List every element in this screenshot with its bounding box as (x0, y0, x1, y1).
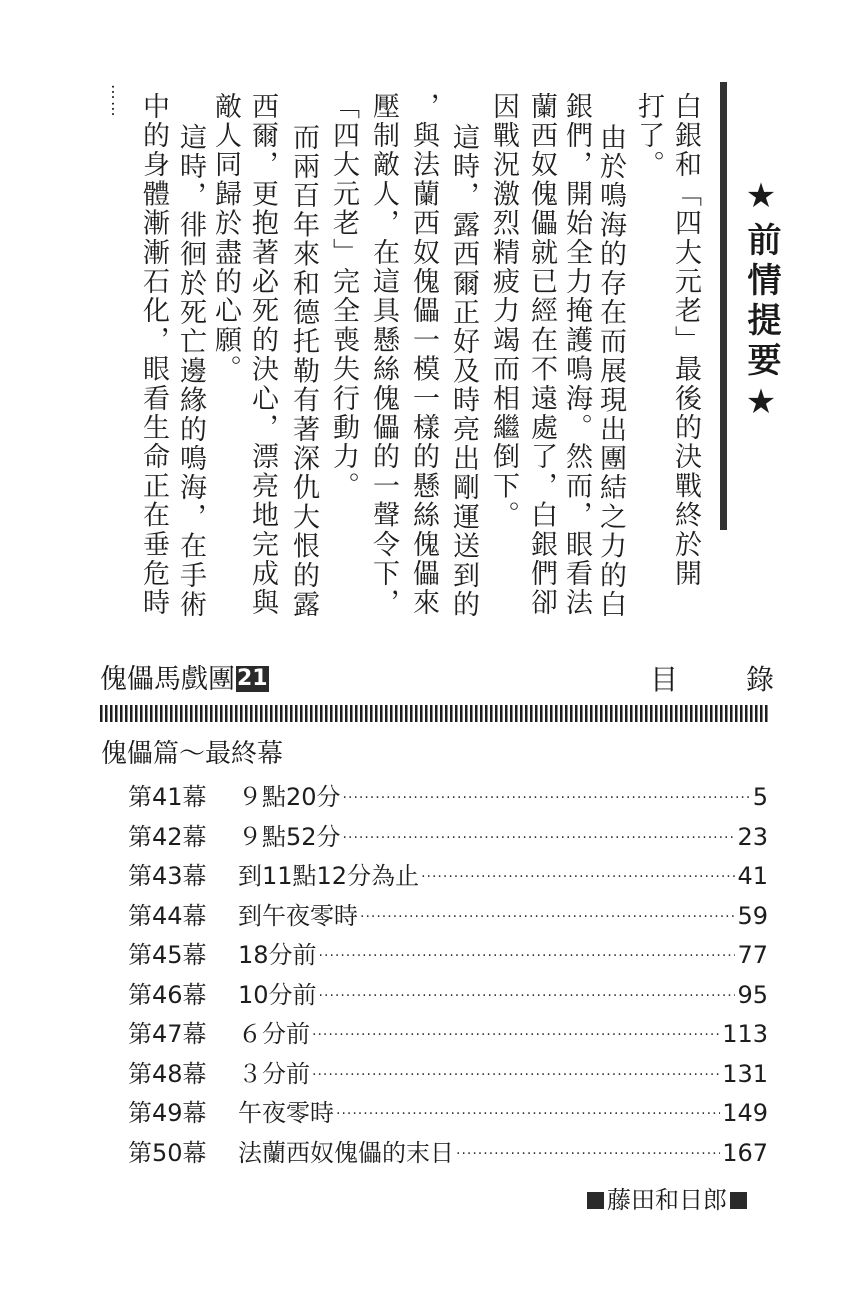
chapter-title: 到午夜零時 (238, 901, 358, 930)
arc-title: 傀儡篇～最終幕 (101, 739, 284, 769)
chapter-entry[interactable] (128, 979, 768, 1019)
summary-column: 這時，露西爾正好及時亮出剛運送到的 (448, 123, 479, 620)
summary-divider-bar (720, 82, 727, 530)
chapter-number: 第48幕 (128, 1059, 207, 1088)
author-credit (584, 1184, 750, 1216)
chapter-page: 5 (752, 783, 768, 811)
leader-dots (343, 782, 751, 814)
leader-dots (312, 1059, 720, 1091)
leader-dots (456, 1138, 720, 1170)
chapter-entry[interactable] (128, 1097, 768, 1137)
square-bullet-icon (587, 1192, 604, 1209)
chapter-page: 41 (737, 862, 768, 890)
summary-column: 「四大元老」完全喪失行動力。 (328, 92, 359, 501)
chapter-number: 第44幕 (128, 901, 207, 930)
leader-dots (421, 861, 735, 893)
summary-column: 而兩百年來和德托勒有著深仇大恨的露 (288, 123, 319, 620)
chapter-title: 法蘭西奴傀儡的末日 (238, 1138, 454, 1167)
leader-dots (319, 940, 736, 972)
toc-title-left: 目 (650, 663, 679, 696)
chapter-title: 到11點12分為止 (238, 862, 420, 890)
chapter-number: 第41幕 (128, 783, 207, 811)
chapter-page: 77 (737, 941, 768, 969)
chapter-number: 第42幕 (128, 822, 207, 851)
chapter-number: 第43幕 (128, 862, 207, 890)
chapter-title: 18分前 (238, 941, 317, 969)
chapter-page: 149 (722, 1099, 768, 1127)
leader-dots (336, 1098, 720, 1130)
chapter-title: ３分前 (238, 1059, 310, 1088)
chapter-title: ６分前 (238, 1020, 310, 1048)
leader-dots (312, 1019, 720, 1051)
series-title (100, 662, 269, 698)
chapter-entry[interactable] (128, 860, 768, 900)
chapter-title: 午夜零時 (238, 1099, 334, 1127)
chapter-entry[interactable] (128, 1018, 768, 1058)
chapter-entry[interactable] (128, 900, 768, 940)
chapter-page: 23 (737, 822, 768, 851)
chapter-page: 131 (722, 1059, 768, 1088)
chapter-entry[interactable] (128, 939, 768, 979)
chapter-title: ９點20分 (238, 783, 341, 811)
summary-column: 壓制敵人，在這具懸絲傀儡的一聲令下， (368, 92, 399, 618)
chapter-entry[interactable] (128, 781, 768, 821)
summary-column: 打了。 (633, 92, 664, 180)
chapter-title: 10分前 (238, 980, 317, 1009)
leader-dots (343, 822, 736, 854)
chapter-entry[interactable] (128, 1137, 768, 1177)
volume-badge: 21 (237, 666, 268, 691)
series-name: 傀儡馬戲團 (100, 664, 235, 695)
summary-column: 敵人同歸於盡的心願。 (210, 92, 241, 384)
barcode-rule-divider (100, 705, 770, 722)
chapter-entry[interactable] (128, 1058, 768, 1098)
chapter-title: ９點52分 (238, 822, 341, 851)
chapter-page: 59 (737, 901, 768, 930)
square-bullet-icon (730, 1192, 747, 1209)
toc-title-right: 錄 (745, 663, 774, 696)
toc-title (650, 662, 774, 698)
author-name: 藤田和日郎 (607, 1186, 727, 1214)
summary-column: 中的身體漸漸石化，眼看生命正在垂危時 (138, 92, 169, 618)
summary-column: 西爾，更抱著必死的決心，漂亮地完成與 (247, 92, 278, 618)
chapter-page: 113 (722, 1020, 768, 1048)
chapter-number: 第47幕 (128, 1020, 207, 1048)
summary-column: 蘭西奴傀儡就已經在不遠處了，白銀們卻 (526, 92, 557, 618)
continuation-ellipsis: ⋯⋯ (104, 84, 123, 118)
leader-dots (360, 901, 735, 933)
chapter-number: 第50幕 (128, 1138, 207, 1167)
chapter-number: 第46幕 (128, 980, 207, 1009)
chapter-number: 第45幕 (128, 941, 207, 969)
summary-column: ，與法蘭西奴傀儡一模一樣的懸絲傀儡來 (408, 92, 439, 618)
leader-dots (319, 980, 736, 1012)
chapter-entry[interactable] (128, 821, 768, 861)
chapter-list (128, 781, 768, 1176)
summary-column: 銀們，開始全力掩護鳴海。然而，眼看法 (561, 92, 592, 618)
chapter-page: 167 (722, 1138, 768, 1167)
summary-column: 白銀和「四大元老」最後的決戰終於開 (670, 92, 701, 589)
chapter-number: 第49幕 (128, 1099, 207, 1127)
summary-column: 這時，徘徊於死亡邊緣的鳴海，在手術 (175, 123, 206, 620)
summary-heading: ★前情提要★ (741, 176, 781, 428)
summary-column: 因戰況激烈精疲力竭而相繼倒下。 (488, 92, 519, 530)
summary-column: 由於鳴海的存在而展現出團結之力的白 (595, 123, 626, 620)
chapter-page: 95 (737, 980, 768, 1009)
